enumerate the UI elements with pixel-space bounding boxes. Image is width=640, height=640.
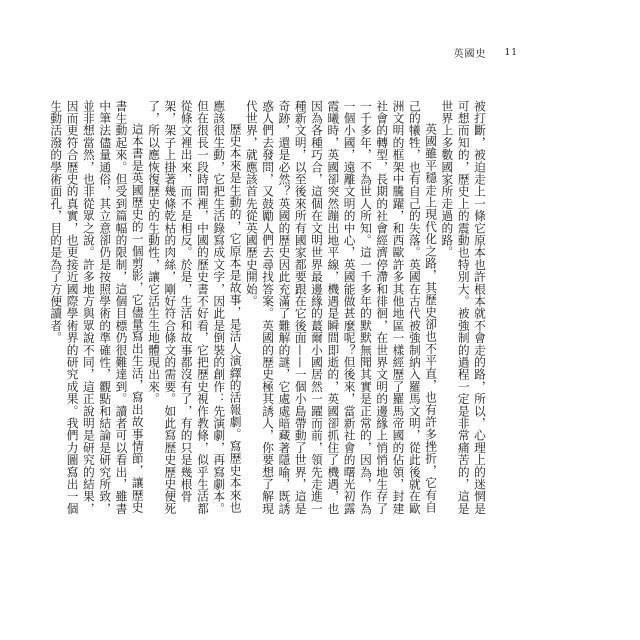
paragraph: 這本書是英國歷史的一個剪影，它儘量寫出生活，寫出故事情節，讓歷史書生動起來。但受到篇幅的限制，這個目標仍很難達到。讀者可以看出，雖書中筆法儘量通俗，其立意卻仍是按照學術的準確性，觀點和結論是研究所致，並非想當然，也非從眾之說。許多地方與眾說不同，這正說明是研究的結果，因而更符合歷史的真實，也更接近國際學術界的研究成果。我們力圖寫出一個生動活潑的學術面孔，目的是為了方便讀者。	[49, 100, 145, 515]
paragraph: 英國雖平穩走上現代化之路，其歷史卻也不平直，也有許多挫折，它有自己的犧牲，也有自己的失落。英國在古代被強制納入羅馬文明，從此後就在歐洲文明的框架中騰躍，和西歐許多其他地區一樣經歷了羅馬帝國的佔領，封建社會的轉型，長期的社會經濟停滯和徘徊，在世界文明的邊緣上悄悄地生存了一千多年，不為世人所知。這一千多年的默默無聞其實是正常的，因為，作為一個小國，遠離文明的中心，英國能做甚麼呢？但後來，當新社會的曙光初露霞曦時，英國卻突然蹦出地平線，機遇是瞬間即逝的，英國卻抓住了機遇，也因為各種巧合，這個在文明世界最邊緣的蕞爾小國居然一躍而前，領先走進一種新文明，以至後來所有國家都要跟在它後面——一個小島帶動了世界，這是奇跡，還是必然？英國的歷史因此充滿了難解的謎，它處處暗藏著隱喻，既誘惑人們去發問，又鼓勵人們去尋找答案。英國的歷史極其誘人，你要想了解現代世界，就應該首先從英國歷史開始。	[244, 100, 439, 515]
page-number: 11	[504, 47, 518, 58]
paragraph: 歷史本來是生動的，它原本是故事，是活人演繹的活報劇。寫歷史本來也應該很生動，它把生活錄寫成文字，因此是倒裝的創作：先演劇，再寫劇本。但在很長一段時間裡，中國的歷史書不好看，它把歷史視作教條，似乎生活都從條文裡出來，而不是相反。於是，生活和故事都沒有了，有的只是幾根骨架，架子上掛著幾條乾枯的肉絲，剛好符合條文的需要。如此寫歷史歷史便死了，所以應恢復歷史的生動性，讓它活生生地體現出來。	[147, 100, 243, 515]
vertical-text-body	[49, 100, 488, 520]
paragraph: 被打斷，被迫走上一條它原本也許根本就不會走的路，所以，心理上的迷惘是可想而知的，歷史上的震動也特別大。被強制的過程一定是非常痛苦的，這是世界上多數國家所走過的路。	[440, 100, 487, 515]
running-header	[454, 45, 518, 60]
running-title: 英國史	[453, 49, 487, 60]
